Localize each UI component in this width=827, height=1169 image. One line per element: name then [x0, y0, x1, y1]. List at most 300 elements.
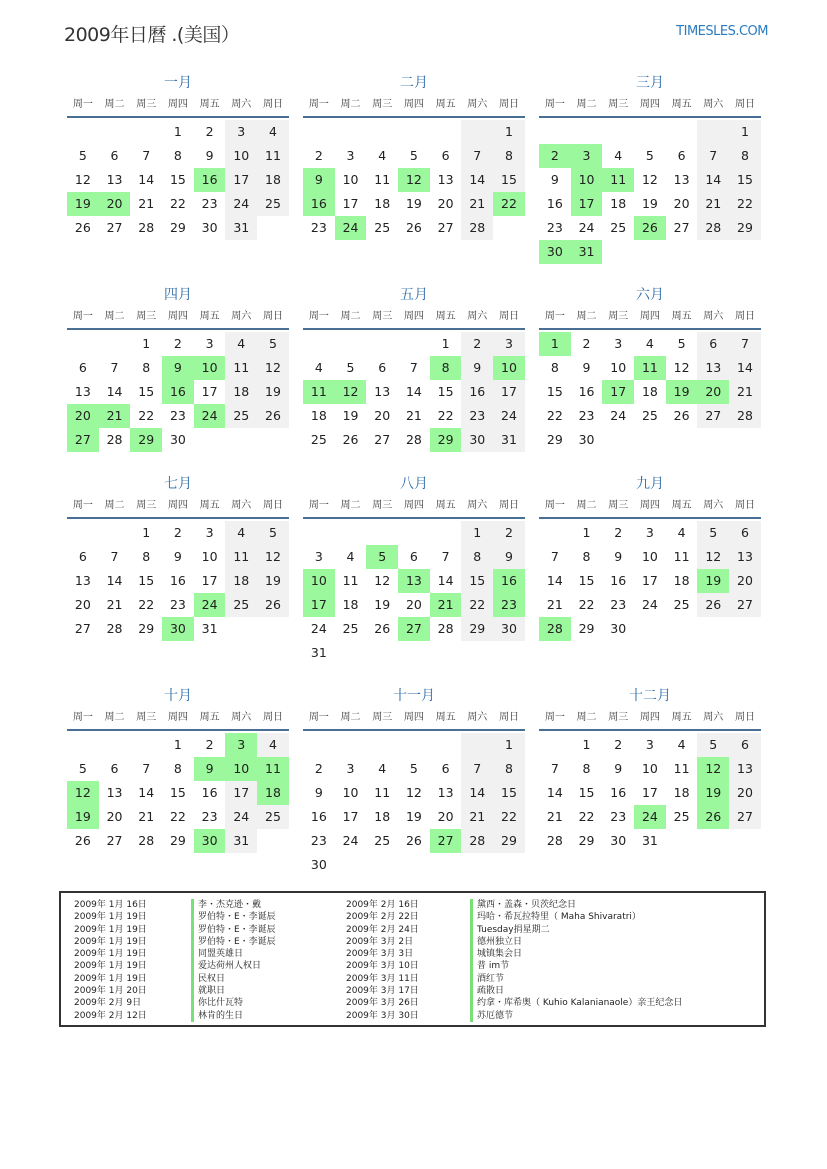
day-cell[interactable]: 6: [110, 761, 119, 776]
day-cell[interactable]: 13: [74, 573, 91, 588]
day-cell[interactable]: 28: [546, 833, 563, 848]
day-cell[interactable]: 9: [582, 360, 591, 375]
day-cell[interactable]: 12: [641, 172, 658, 187]
day-cell[interactable]: 17: [641, 573, 658, 588]
holiday-day-cell[interactable]: 12: [697, 757, 729, 781]
day-cell[interactable]: 15: [546, 384, 563, 399]
day-cell[interactable]: 7: [409, 360, 418, 375]
day-cell[interactable]: 28: [729, 404, 761, 428]
day-cell[interactable]: 1: [493, 733, 525, 757]
holiday-day-cell[interactable]: 10: [571, 168, 603, 192]
day-cell[interactable]: 27: [74, 621, 91, 636]
day-cell[interactable]: 8: [173, 761, 182, 776]
day-cell[interactable]: 27: [673, 220, 690, 235]
holiday-day-cell[interactable]: 17: [303, 593, 335, 617]
day-cell[interactable]: 27: [437, 220, 454, 235]
day-cell[interactable]: 1: [173, 124, 182, 139]
day-cell[interactable]: 18: [673, 573, 690, 588]
day-cell[interactable]: 9: [205, 148, 214, 163]
holiday-day-cell[interactable]: 22: [493, 192, 525, 216]
day-cell[interactable]: 30: [310, 857, 327, 872]
day-cell[interactable]: 13: [673, 172, 690, 187]
day-cell[interactable]: 20: [374, 408, 391, 423]
day-cell[interactable]: 20: [106, 809, 123, 824]
day-cell[interactable]: 23: [461, 404, 493, 428]
holiday-day-cell[interactable]: 10: [303, 569, 335, 593]
day-cell[interactable]: 3: [225, 120, 257, 144]
day-cell[interactable]: 22: [578, 597, 595, 612]
day-cell[interactable]: 5: [409, 761, 418, 776]
day-cell[interactable]: 13: [74, 384, 91, 399]
day-cell[interactable]: 31: [201, 621, 218, 636]
day-cell[interactable]: 6: [409, 549, 418, 564]
day-cell[interactable]: 3: [614, 336, 623, 351]
day-cell[interactable]: 21: [697, 192, 729, 216]
day-cell[interactable]: 5: [78, 148, 87, 163]
day-cell[interactable]: 1: [582, 737, 591, 752]
day-cell[interactable]: 4: [677, 737, 686, 752]
day-cell[interactable]: 4: [346, 549, 355, 564]
day-cell[interactable]: 25: [225, 404, 257, 428]
holiday-day-cell[interactable]: 26: [697, 805, 729, 829]
day-cell[interactable]: 6: [110, 148, 119, 163]
day-cell[interactable]: 23: [169, 597, 186, 612]
day-cell[interactable]: 18: [225, 380, 257, 404]
day-cell[interactable]: 22: [169, 196, 186, 211]
day-cell[interactable]: 25: [374, 833, 391, 848]
holiday-day-cell[interactable]: 11: [602, 168, 634, 192]
day-cell[interactable]: 14: [138, 785, 155, 800]
day-cell[interactable]: 20: [437, 809, 454, 824]
day-cell[interactable]: 8: [582, 761, 591, 776]
day-cell[interactable]: 9: [550, 172, 559, 187]
holiday-day-cell[interactable]: 19: [67, 192, 99, 216]
day-cell[interactable]: 23: [201, 809, 218, 824]
day-cell[interactable]: 13: [437, 172, 454, 187]
day-cell[interactable]: 15: [578, 573, 595, 588]
holiday-day-cell[interactable]: 17: [571, 192, 603, 216]
day-cell[interactable]: 29: [729, 216, 761, 240]
day-cell[interactable]: 21: [461, 192, 493, 216]
day-cell[interactable]: 15: [578, 785, 595, 800]
holiday-day-cell[interactable]: 27: [430, 829, 462, 853]
day-cell[interactable]: 19: [342, 408, 359, 423]
day-cell[interactable]: 30: [169, 432, 186, 447]
day-cell[interactable]: 18: [374, 809, 391, 824]
day-cell[interactable]: 16: [169, 573, 186, 588]
day-cell[interactable]: 2: [582, 336, 591, 351]
day-cell[interactable]: 5: [677, 336, 686, 351]
day-cell[interactable]: 26: [74, 220, 91, 235]
day-cell[interactable]: 22: [138, 408, 155, 423]
day-cell[interactable]: 24: [225, 192, 257, 216]
day-cell[interactable]: 7: [110, 360, 119, 375]
day-cell[interactable]: 27: [106, 833, 123, 848]
holiday-day-cell[interactable]: 30: [194, 829, 226, 853]
day-cell[interactable]: 10: [610, 360, 627, 375]
day-cell[interactable]: 9: [173, 549, 182, 564]
day-cell[interactable]: 27: [374, 432, 391, 447]
day-cell[interactable]: 18: [673, 785, 690, 800]
holiday-day-cell[interactable]: 5: [366, 545, 398, 569]
day-cell[interactable]: 22: [138, 597, 155, 612]
day-cell[interactable]: 29: [461, 617, 493, 641]
day-cell[interactable]: 17: [201, 573, 218, 588]
day-cell[interactable]: 9: [314, 785, 323, 800]
day-cell[interactable]: 30: [610, 833, 627, 848]
day-cell[interactable]: 29: [546, 432, 563, 447]
holiday-day-cell[interactable]: 11: [257, 757, 289, 781]
day-cell[interactable]: 31: [225, 216, 257, 240]
day-cell[interactable]: 2: [461, 332, 493, 356]
day-cell[interactable]: 15: [169, 172, 186, 187]
day-cell[interactable]: 9: [614, 549, 623, 564]
day-cell[interactable]: 13: [374, 384, 391, 399]
holiday-day-cell[interactable]: 18: [257, 781, 289, 805]
day-cell[interactable]: 14: [697, 168, 729, 192]
day-cell[interactable]: 26: [257, 404, 289, 428]
day-cell[interactable]: 17: [342, 196, 359, 211]
day-cell[interactable]: 18: [374, 196, 391, 211]
day-cell[interactable]: 3: [493, 332, 525, 356]
day-cell[interactable]: 10: [342, 172, 359, 187]
day-cell[interactable]: 1: [441, 336, 450, 351]
day-cell[interactable]: 4: [645, 336, 654, 351]
day-cell[interactable]: 4: [257, 120, 289, 144]
day-cell[interactable]: 28: [106, 432, 123, 447]
day-cell[interactable]: 23: [310, 220, 327, 235]
day-cell[interactable]: 28: [138, 220, 155, 235]
day-cell[interactable]: 2: [493, 521, 525, 545]
day-cell[interactable]: 31: [641, 833, 658, 848]
day-cell[interactable]: 6: [729, 733, 761, 757]
holiday-day-cell[interactable]: 20: [67, 404, 99, 428]
holiday-day-cell[interactable]: 24: [335, 216, 367, 240]
day-cell[interactable]: 29: [578, 833, 595, 848]
day-cell[interactable]: 18: [641, 384, 658, 399]
holiday-day-cell[interactable]: 31: [571, 240, 603, 264]
day-cell[interactable]: 14: [729, 356, 761, 380]
day-cell[interactable]: 24: [493, 404, 525, 428]
day-cell[interactable]: 29: [578, 621, 595, 636]
day-cell[interactable]: 13: [106, 172, 123, 187]
day-cell[interactable]: 30: [461, 428, 493, 452]
holiday-day-cell[interactable]: 13: [398, 569, 430, 593]
holiday-day-cell[interactable]: 29: [130, 428, 162, 452]
day-cell[interactable]: 21: [138, 809, 155, 824]
day-cell[interactable]: 11: [673, 761, 690, 776]
day-cell[interactable]: 16: [461, 380, 493, 404]
holiday-day-cell[interactable]: 21: [99, 404, 131, 428]
day-cell[interactable]: 26: [342, 432, 359, 447]
day-cell[interactable]: 6: [378, 360, 387, 375]
holiday-day-cell[interactable]: 16: [162, 380, 194, 404]
day-cell[interactable]: 13: [729, 545, 761, 569]
day-cell[interactable]: 13: [437, 785, 454, 800]
day-cell[interactable]: 13: [697, 356, 729, 380]
day-cell[interactable]: 31: [310, 645, 327, 660]
day-cell[interactable]: 26: [697, 593, 729, 617]
day-cell[interactable]: 7: [461, 757, 493, 781]
day-cell[interactable]: 25: [610, 220, 627, 235]
day-cell[interactable]: 5: [409, 148, 418, 163]
day-cell[interactable]: 21: [405, 408, 422, 423]
day-cell[interactable]: 17: [493, 380, 525, 404]
day-cell[interactable]: 14: [546, 785, 563, 800]
holiday-day-cell[interactable]: 26: [634, 216, 666, 240]
holiday-day-cell[interactable]: 24: [634, 805, 666, 829]
holiday-day-cell[interactable]: 11: [303, 380, 335, 404]
day-cell[interactable]: 20: [729, 781, 761, 805]
holiday-day-cell[interactable]: 11: [634, 356, 666, 380]
day-cell[interactable]: 15: [729, 168, 761, 192]
day-cell[interactable]: 7: [550, 761, 559, 776]
day-cell[interactable]: 25: [310, 432, 327, 447]
day-cell[interactable]: 28: [405, 432, 422, 447]
day-cell[interactable]: 24: [610, 408, 627, 423]
day-cell[interactable]: 7: [550, 549, 559, 564]
holiday-day-cell[interactable]: 27: [67, 428, 99, 452]
day-cell[interactable]: 26: [405, 833, 422, 848]
day-cell[interactable]: 23: [546, 220, 563, 235]
day-cell[interactable]: 16: [310, 809, 327, 824]
day-cell[interactable]: 30: [201, 220, 218, 235]
day-cell[interactable]: 7: [461, 144, 493, 168]
day-cell[interactable]: 6: [441, 148, 450, 163]
day-cell[interactable]: 23: [610, 597, 627, 612]
holiday-day-cell[interactable]: 3: [225, 733, 257, 757]
day-cell[interactable]: 28: [461, 216, 493, 240]
day-cell[interactable]: 2: [173, 336, 182, 351]
day-cell[interactable]: 25: [374, 220, 391, 235]
day-cell[interactable]: 2: [314, 148, 323, 163]
day-cell[interactable]: 14: [106, 384, 123, 399]
day-cell[interactable]: 3: [205, 336, 214, 351]
day-cell[interactable]: 25: [673, 597, 690, 612]
holiday-day-cell[interactable]: 19: [67, 805, 99, 829]
day-cell[interactable]: 28: [697, 216, 729, 240]
day-cell[interactable]: 15: [437, 384, 454, 399]
holiday-day-cell[interactable]: 8: [430, 356, 462, 380]
holiday-day-cell[interactable]: 16: [493, 569, 525, 593]
day-cell[interactable]: 4: [378, 761, 387, 776]
holiday-day-cell[interactable]: 1: [539, 332, 571, 356]
holiday-day-cell[interactable]: 2: [539, 144, 571, 168]
day-cell[interactable]: 2: [314, 761, 323, 776]
day-cell[interactable]: 22: [461, 593, 493, 617]
day-cell[interactable]: 5: [645, 148, 654, 163]
day-cell[interactable]: 10: [641, 761, 658, 776]
day-cell[interactable]: 16: [610, 573, 627, 588]
day-cell[interactable]: 29: [493, 829, 525, 853]
day-cell[interactable]: 15: [138, 573, 155, 588]
day-cell[interactable]: 21: [546, 809, 563, 824]
day-cell[interactable]: 1: [582, 525, 591, 540]
day-cell[interactable]: 1: [142, 525, 151, 540]
day-cell[interactable]: 12: [697, 545, 729, 569]
day-cell[interactable]: 14: [138, 172, 155, 187]
day-cell[interactable]: 25: [257, 192, 289, 216]
holiday-day-cell[interactable]: 17: [602, 380, 634, 404]
day-cell[interactable]: 17: [225, 781, 257, 805]
day-cell[interactable]: 5: [697, 733, 729, 757]
holiday-day-cell[interactable]: 3: [571, 144, 603, 168]
holiday-day-cell[interactable]: 27: [398, 617, 430, 641]
day-cell[interactable]: 11: [342, 573, 359, 588]
holiday-day-cell[interactable]: 12: [335, 380, 367, 404]
day-cell[interactable]: 25: [342, 621, 359, 636]
day-cell[interactable]: 8: [142, 549, 151, 564]
day-cell[interactable]: 3: [645, 525, 654, 540]
day-cell[interactable]: 24: [225, 805, 257, 829]
day-cell[interactable]: 19: [374, 597, 391, 612]
day-cell[interactable]: 6: [677, 148, 686, 163]
holiday-day-cell[interactable]: 12: [67, 781, 99, 805]
day-cell[interactable]: 3: [346, 148, 355, 163]
day-cell[interactable]: 12: [673, 360, 690, 375]
day-cell[interactable]: 11: [225, 545, 257, 569]
day-cell[interactable]: 5: [78, 761, 87, 776]
day-cell[interactable]: 7: [697, 144, 729, 168]
day-cell[interactable]: 13: [106, 785, 123, 800]
holiday-day-cell[interactable]: 9: [194, 757, 226, 781]
day-cell[interactable]: 20: [673, 196, 690, 211]
holiday-day-cell[interactable]: 19: [697, 569, 729, 593]
day-cell[interactable]: 4: [614, 148, 623, 163]
day-cell[interactable]: 14: [106, 573, 123, 588]
holiday-day-cell[interactable]: 16: [194, 168, 226, 192]
day-cell[interactable]: 26: [74, 833, 91, 848]
day-cell[interactable]: 29: [138, 621, 155, 636]
day-cell[interactable]: 3: [645, 737, 654, 752]
day-cell[interactable]: 17: [342, 809, 359, 824]
day-cell[interactable]: 30: [610, 621, 627, 636]
day-cell[interactable]: 23: [201, 196, 218, 211]
day-cell[interactable]: 6: [697, 332, 729, 356]
day-cell[interactable]: 19: [257, 380, 289, 404]
day-cell[interactable]: 19: [257, 569, 289, 593]
day-cell[interactable]: 22: [729, 192, 761, 216]
day-cell[interactable]: 12: [257, 545, 289, 569]
day-cell[interactable]: 26: [405, 220, 422, 235]
day-cell[interactable]: 5: [257, 521, 289, 545]
day-cell[interactable]: 19: [641, 196, 658, 211]
holiday-day-cell[interactable]: 24: [194, 593, 226, 617]
day-cell[interactable]: 16: [578, 384, 595, 399]
day-cell[interactable]: 26: [257, 593, 289, 617]
day-cell[interactable]: 5: [697, 521, 729, 545]
day-cell[interactable]: 3: [205, 525, 214, 540]
holiday-day-cell[interactable]: 19: [666, 380, 698, 404]
day-cell[interactable]: 18: [610, 196, 627, 211]
day-cell[interactable]: 28: [461, 829, 493, 853]
day-cell[interactable]: 23: [578, 408, 595, 423]
day-cell[interactable]: 19: [405, 809, 422, 824]
day-cell[interactable]: 11: [257, 144, 289, 168]
day-cell[interactable]: 18: [257, 168, 289, 192]
day-cell[interactable]: 12: [374, 573, 391, 588]
day-cell[interactable]: 4: [314, 360, 323, 375]
day-cell[interactable]: 8: [729, 144, 761, 168]
holiday-day-cell[interactable]: 12: [398, 168, 430, 192]
day-cell[interactable]: 28: [138, 833, 155, 848]
day-cell[interactable]: 1: [173, 737, 182, 752]
day-cell[interactable]: 20: [74, 597, 91, 612]
holiday-day-cell[interactable]: 24: [194, 404, 226, 428]
day-cell[interactable]: 11: [374, 785, 391, 800]
day-cell[interactable]: 2: [614, 737, 623, 752]
day-cell[interactable]: 14: [461, 168, 493, 192]
day-cell[interactable]: 15: [461, 569, 493, 593]
day-cell[interactable]: 8: [582, 549, 591, 564]
day-cell[interactable]: 15: [493, 168, 525, 192]
day-cell[interactable]: 11: [673, 549, 690, 564]
day-cell[interactable]: 11: [225, 356, 257, 380]
day-cell[interactable]: 22: [437, 408, 454, 423]
holiday-day-cell[interactable]: 9: [162, 356, 194, 380]
day-cell[interactable]: 22: [493, 805, 525, 829]
day-cell[interactable]: 10: [342, 785, 359, 800]
day-cell[interactable]: 7: [142, 761, 151, 776]
day-cell[interactable]: 2: [173, 525, 182, 540]
day-cell[interactable]: 1: [729, 120, 761, 144]
day-cell[interactable]: 24: [641, 597, 658, 612]
day-cell[interactable]: 12: [405, 785, 422, 800]
day-cell[interactable]: 10: [201, 549, 218, 564]
day-cell[interactable]: 21: [546, 597, 563, 612]
day-cell[interactable]: 6: [729, 521, 761, 545]
day-cell[interactable]: 23: [610, 809, 627, 824]
day-cell[interactable]: 22: [169, 809, 186, 824]
day-cell[interactable]: 27: [106, 220, 123, 235]
day-cell[interactable]: 18: [225, 569, 257, 593]
day-cell[interactable]: 1: [461, 521, 493, 545]
day-cell[interactable]: 9: [493, 545, 525, 569]
day-cell[interactable]: 18: [342, 597, 359, 612]
day-cell[interactable]: 20: [405, 597, 422, 612]
day-cell[interactable]: 29: [169, 833, 186, 848]
day-cell[interactable]: 3: [346, 761, 355, 776]
day-cell[interactable]: 23: [310, 833, 327, 848]
day-cell[interactable]: 7: [729, 332, 761, 356]
day-cell[interactable]: 9: [461, 356, 493, 380]
day-cell[interactable]: 26: [374, 621, 391, 636]
day-cell[interactable]: 4: [677, 525, 686, 540]
day-cell[interactable]: 22: [546, 408, 563, 423]
holiday-day-cell[interactable]: 10: [194, 356, 226, 380]
day-cell[interactable]: 16: [201, 785, 218, 800]
day-cell[interactable]: 8: [493, 757, 525, 781]
day-cell[interactable]: 5: [346, 360, 355, 375]
day-cell[interactable]: 10: [225, 144, 257, 168]
day-cell[interactable]: 7: [142, 148, 151, 163]
day-cell[interactable]: 21: [461, 805, 493, 829]
day-cell[interactable]: 25: [641, 408, 658, 423]
day-cell[interactable]: 8: [142, 360, 151, 375]
day-cell[interactable]: 5: [257, 332, 289, 356]
day-cell[interactable]: 16: [610, 785, 627, 800]
day-cell[interactable]: 4: [257, 733, 289, 757]
site-logo[interactable]: TIMESLES.COM: [676, 24, 768, 39]
day-cell[interactable]: 17: [201, 384, 218, 399]
day-cell[interactable]: 15: [169, 785, 186, 800]
day-cell[interactable]: 15: [493, 781, 525, 805]
day-cell[interactable]: 13: [729, 757, 761, 781]
day-cell[interactable]: 11: [374, 172, 391, 187]
day-cell[interactable]: 27: [697, 404, 729, 428]
day-cell[interactable]: 24: [578, 220, 595, 235]
day-cell[interactable]: 28: [437, 621, 454, 636]
